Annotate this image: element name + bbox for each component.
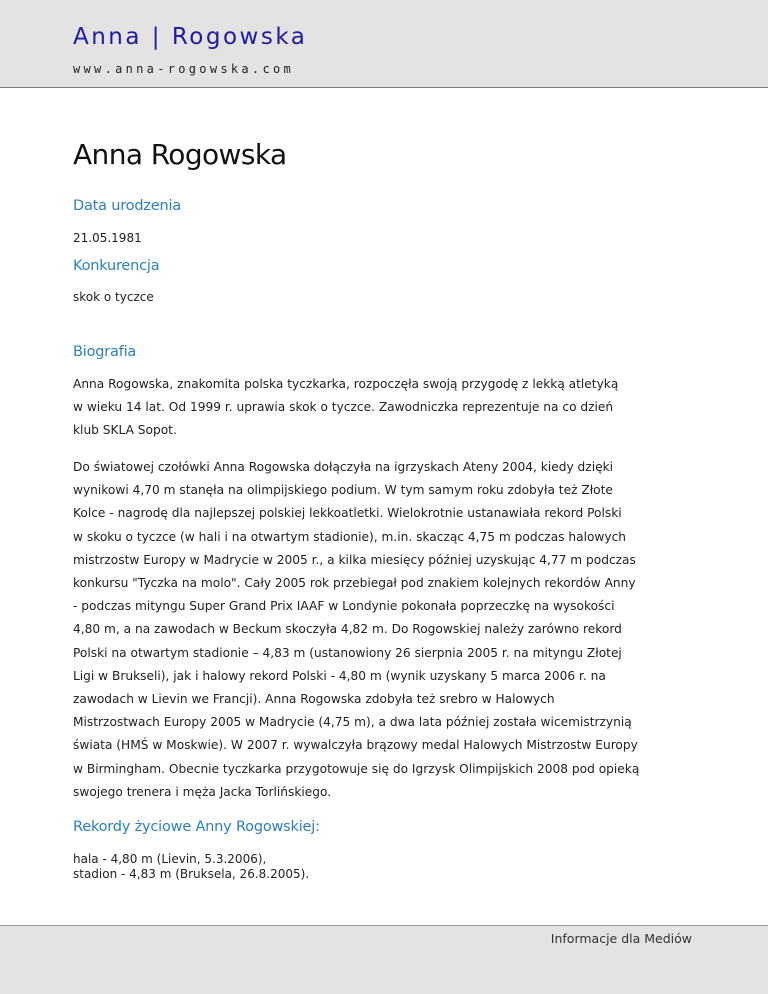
biography-paragraph-1 [73,373,693,443]
page-title: Anna Rogowska [73,138,287,171]
records-heading: Rekordy życiowe Anny Rogowskiej: [73,819,320,835]
biography-paragraph-2 [73,456,693,804]
text-line: Ligi w Brukseli), jak i halowy rekord Polski - 4,80 m (wynik uzyskany 5 marca 2006 r. na [73,668,606,683]
biography-heading: Biografia [73,344,137,360]
birth-date-heading: Data urodzenia [73,198,181,214]
text-line: konkursu "Tyczka na molo". Cały 2005 rok przebiegał pod znakiem kolejnych rekordów Anny [73,576,636,591]
text-line: w wieku 14 lat. Od 1999 r. uprawia skok o tyczce. Zawodniczka reprezentuje na co dzień [73,400,614,415]
text-line: Anna Rogowska, znakomita polska tyczkarka, rozpoczęła swoją przygodę z lekką atletyką [73,377,619,391]
records-list [73,852,309,882]
text-line: Kolce - nagrodę dla najlepszej polskiej lekkoatletki. Wielokrotnie ustanawiała rekord Polski [73,506,622,521]
discipline-heading: Konkurencja [73,258,160,274]
text-line: świata (HMŚ w Moskwie). W 2007 r. wywalczyła brązowy medal Halowych Mistrzostw Europy [73,738,638,753]
brand-name: Anna | Rogowska [73,24,308,50]
record-indoor: hala - 4,80 m (Lievin, 5.3.2006), [73,852,267,866]
page-header [0,0,768,88]
text-line: Mistrzostwach Europy 2005 w Madrycie (4,75 m), a dwa lata później została wicemistrzynią [73,715,632,730]
text-line: w Birmingham. Obecnie tyczkarka przygotowuje się do Igrzysk Olimpijskich 2008 pod opieką [73,761,640,776]
text-line: w skoku o tyczce (w hali i na otwartym stadionie), m.in. skacząc 4,75 m podczas halowych [73,529,627,544]
text-line: zawodach w Lievin we Francji). Anna Rogowska zdobyła też srebro w Halowych [73,692,555,707]
page-footer [0,925,768,994]
text-line: - podczas mityngu Super Grand Prix IAAF w Londynie pokonała poprzeczkę na wysokości [73,599,615,614]
text-line: swojego trenera i męża Jacka Torlińskiego. [73,784,332,799]
brand-url[interactable]: www.anna-rogowska.com [73,62,295,76]
birth-date-value: 21.05.1981 [73,231,142,245]
text-line: mistrzostw Europy w Madrycie w 2005 r., a kilka miesięcy później uzyskując 4,77 m podczas [73,552,636,567]
text-line: Do światowej czołówki Anna Rogowska dołączyła na igrzyskach Ateny 2004, kiedy dzięki [73,460,614,474]
text-line: klub SKLA Sopot. [73,423,177,438]
discipline-value: skok o tyczce [73,290,154,304]
record-outdoor: stadion - 4,83 m (Bruksela, 26.8.2005). [73,867,310,881]
text-line: 4,80 m, a na zawodach w Beckum skoczyła 4,82 m. Do Rogowskiej należy zarówno rekord [73,622,622,637]
text-line: wynikowi 4,70 m stanęła na olimpijskiego podium. W tym samym roku zdobyła też Złote [73,483,613,498]
text-line: Polski na otwartym stadionie – 4,83 m (ustanowiony 26 sierpnia 2005 r. na mityngu Złotej [73,645,622,660]
footer-label: Informacje dla Mediów [550,931,692,946]
